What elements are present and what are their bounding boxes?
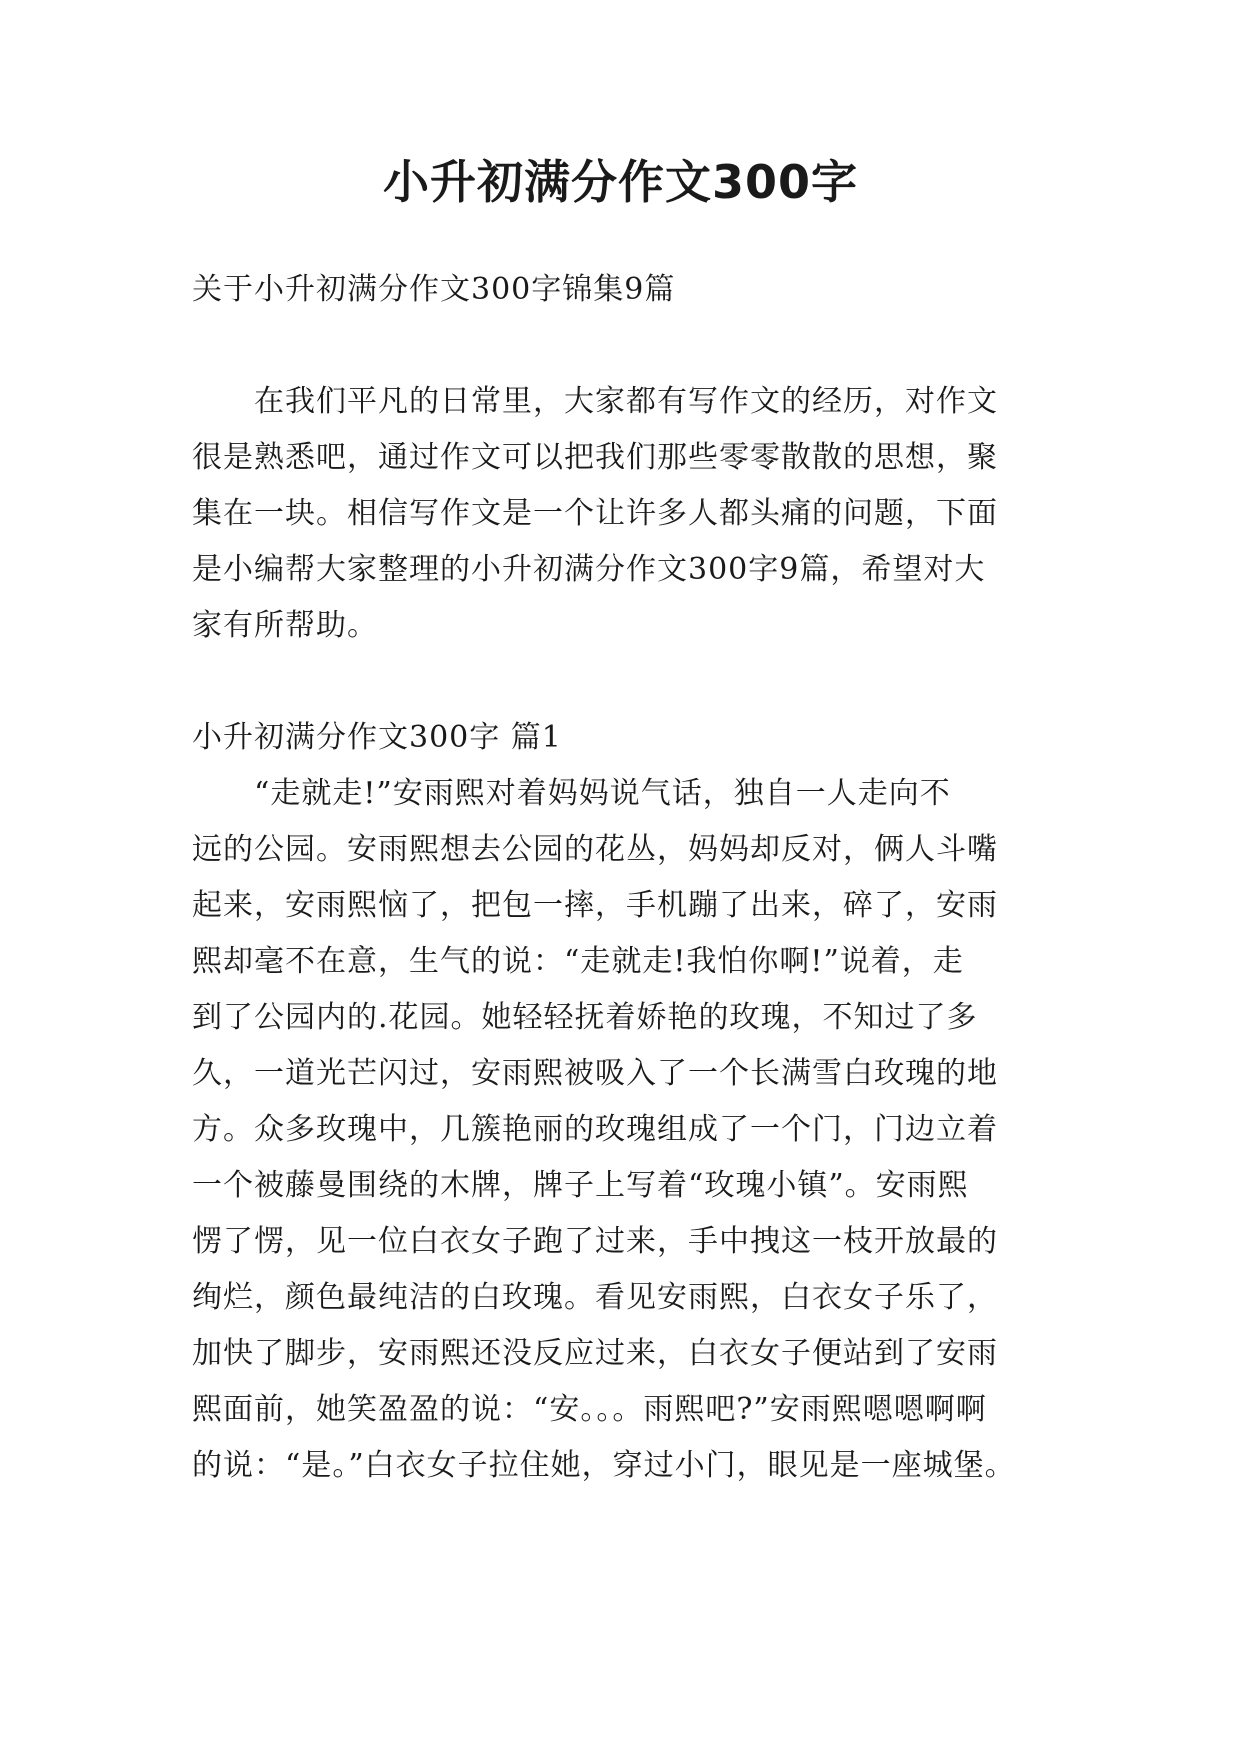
body-line: 远的公园。安雨熙想去公园的花丛，妈妈却反对，俩人斗嘴 [192,832,998,867]
intro-line: 很是熟悉吧，通过作文可以把我们那些零零散散的思想，聚 [192,440,998,475]
body-line: 方。众多玫瑰中，几簇艳丽的玫瑰组成了一个门，门边立着 [192,1112,998,1147]
spacer [192,654,1052,710]
essay-paragraph [192,766,1052,1494]
intro-paragraph [192,374,1052,654]
document-subtitle: 关于小升初满分作文300字锦集9篇 [192,272,676,307]
body-line: 熙面前，她笑盈盈的说：“安。。。雨熙吧?”安雨熙嗯嗯啊啊 [192,1392,987,1427]
document-body [192,262,1052,1494]
body-line: 的说：“是。”白衣女子拉住她，穿过小门，眼见是一座城堡。 [192,1448,1016,1483]
section-heading: 小升初满分作文300字 篇1 [192,720,562,755]
intro-line: 在我们平凡的日常里，大家都有写作文的经历，对作文 [192,384,998,419]
body-line: 绚烂，颜色最纯洁的白玫瑰。看见安雨熙，白衣女子乐了， [192,1280,998,1315]
body-line: 加快了脚步，安雨熙还没反应过来，白衣女子便站到了安雨 [192,1336,998,1371]
intro-line: 是小编帮大家整理的小升初满分作文300字9篇，希望对大 [192,552,986,587]
body-line: 愣了愣，见一位白衣女子跑了过来，手中拽这一枝开放最的 [192,1224,998,1259]
intro-line: 集在一块。相信写作文是一个让许多人都头痛的问题，下面 [192,496,998,531]
spacer [192,318,1052,374]
body-line: “走就走!”安雨熙对着妈妈说气话，独自一人走向不 [192,776,951,811]
body-line: 起来，安雨熙恼了，把包一摔，手机蹦了出来，碎了，安雨 [192,888,998,923]
body-line: 一个被藤曼围绕的木牌，牌子上写着“玫瑰小镇”。安雨熙 [192,1168,969,1203]
intro-line: 家有所帮助。 [192,608,378,643]
body-line: 到了公园内的.花园。她轻轻抚着娇艳的玫瑰，不知过了多 [192,1000,978,1035]
document-title: 小升初满分作文300字 [382,155,859,209]
body-line: 久，一道光芒闪过，安雨熙被吸入了一个长满雪白玫瑰的地 [192,1056,998,1091]
body-line: 熙却毫不在意，生气的说：“走就走!我怕你啊!”说着，走 [192,944,964,979]
